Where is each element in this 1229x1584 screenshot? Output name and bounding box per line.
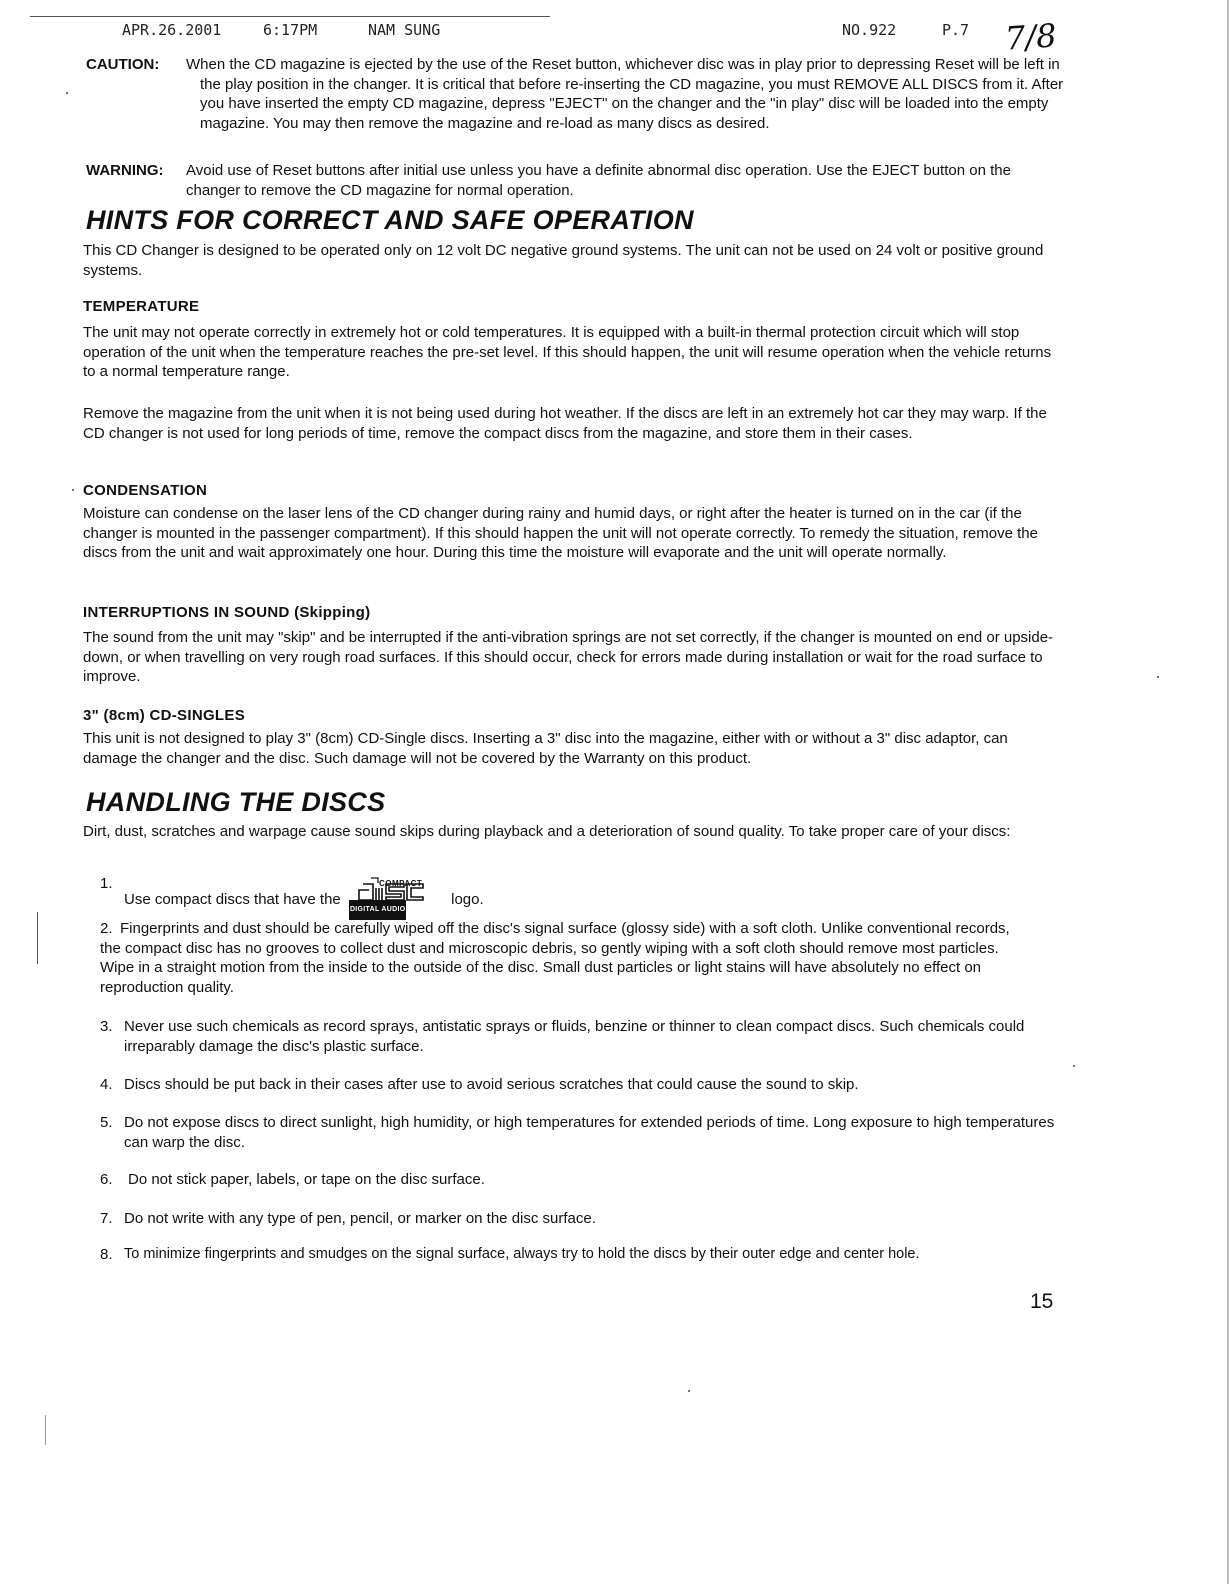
item-text: To minimize fingerprints and smudges on the signal surface, always try to hold the discs by their outer edge and center hole. — [124, 1246, 920, 1262]
item-text: Do not stick paper, labels, or tape on the disc surface. — [128, 1171, 485, 1188]
fax-sender: NAM SUNG — [368, 21, 441, 39]
fax-date: APR.26.2001 — [122, 21, 222, 39]
scan-speck — [1157, 676, 1159, 678]
item-text-end: logo. — [451, 891, 484, 908]
scan-artifact-line — [37, 912, 38, 964]
scan-speck — [66, 92, 68, 94]
scan-speck — [688, 1390, 690, 1392]
item-text: Use compact discs that have the — [124, 891, 341, 908]
item-number: 8. — [100, 1246, 113, 1263]
item-text: Fingerprints and dust should be carefully wiped off the disc's signal surface (glossy side) with a soft cloth. Unlike conventional records, the compact disc has no grooves to collect dust and microscopic debris, so gently wiping with a soft cloth should remove most particles. Wipe in a straight motion from the inside to the outside of the disc. Small dust particles or light stains will have absolutely no effect on reproduction quality. — [100, 920, 1010, 996]
scan-artifact-line — [30, 16, 550, 17]
scan-speck — [72, 489, 74, 491]
handling-heading: HANDLING THE DISCS — [86, 787, 386, 817]
condensation-paragraph: Moisture can condense on the laser lens of the CD changer during rainy and humid days, or right after the heater is turned on in the car (if the changer is mounted in the passenger compartment). If this should happen the unit will not operate correctly. To remedy the situation, remove the discs from the unit and wait approximately one hour. During this time the moisture will evaporate and the unit will operate normally. — [83, 505, 1038, 561]
temperature-paragraph-2: Remove the magazine from the unit when it is not being used during hot weather. If the discs are left in an extremely hot car they may warp. If the CD changer is not used for long periods of time, remove the compact discs from the magazine, and store them in their cases. — [83, 405, 1047, 442]
hints-intro: This CD Changer is designed to be operated only on 12 volt DC negative ground systems. The unit can not be used on 24 volt or positive ground systems. — [83, 242, 1044, 279]
condensation-heading: CONDENSATION — [83, 482, 208, 499]
item-number: 4. — [100, 1076, 113, 1093]
item-number: 1. — [100, 875, 113, 892]
page-number: 15 — [1030, 1290, 1054, 1313]
fax-number: NO.922 — [842, 21, 897, 39]
item-number: 5. — [100, 1114, 113, 1131]
warning-text: Avoid use of Reset buttons after initial use unless you have a definite abnormal disc operation. Use the EJECT button on the changer to remove the CD magazine for normal operation. — [186, 162, 1011, 199]
handling-intro: Dirt, dust, scratches and warpage cause sound skips during playback and a deterioration of sound quality. To take proper care of your discs: — [83, 823, 1011, 840]
fax-time: 6:17PM — [263, 21, 318, 39]
scan-artifact-line — [45, 1415, 46, 1445]
item-text: Never use such chemicals as record sprays, antistatic sprays or fluids, benzine or thinner to clean compact discs. Such chemicals could irreparably damage the disc's plastic surface. — [124, 1018, 1025, 1055]
item-number: 3. — [100, 1018, 113, 1035]
hints-heading: HINTS FOR CORRECT AND SAFE OPERATION — [86, 205, 694, 235]
caution-text: When the CD magazine is ejected by the use of the Reset button, whichever disc was in play prior to depressing Reset will be left in the play position in the changer. It is critical that before re-inserting the CD magazine, you must REMOVE ALL DISCS from it. After you have inserted the empty CD magazine, depress "EJECT" on the changer and the "in play" disc will be loaded into the empty magazine. You may then remove the magazine and re-load as many discs as desired. — [186, 56, 1064, 132]
compact-disc-logo — [349, 874, 443, 913]
item-text: Do not expose discs to direct sunlight, high humidity, or high temperatures for extended periods of time. Long exposure to high temperatures can warp the disc. — [124, 1114, 1055, 1151]
warning-label: WARNING: — [86, 162, 164, 179]
caution-label: CAUTION: — [86, 56, 160, 73]
logo-digital-audio-text: DIGITAL AUDIO — [349, 900, 407, 920]
item-number: 2. — [100, 920, 113, 937]
item-number: 7. — [100, 1210, 113, 1227]
temperature-heading: TEMPERATURE — [83, 298, 200, 315]
item-number: 6. — [100, 1171, 113, 1188]
singles-paragraph: This unit is not designed to play 3" (8cm) CD-Single discs. Inserting a 3" disc into the magazine, either with or without a 3" disc adaptor, can damage the changer and the disc. Such damage will not be covered by the Warranty on this product. — [83, 730, 1008, 767]
handwritten-page-mark: 7/8 — [1003, 16, 1058, 58]
fax-header — [122, 19, 1082, 41]
item-text: Discs should be put back in their cases after use to avoid serious scratches that could cause the sound to skip. — [124, 1076, 859, 1093]
item-text: Do not write with any type of pen, pencil, or marker on the disc surface. — [124, 1210, 596, 1227]
scan-speck — [1073, 1065, 1075, 1067]
temperature-paragraph-1: The unit may not operate correctly in extremely hot or cold temperatures. It is equipped with a built-in thermal protection circuit which will stop operation of the unit when the temperature reaches the pre-set level. If this should happen, the unit will resume operation when the vehicle returns to a normal temperature range. — [83, 324, 1052, 380]
logo-compact-text: COMPACT — [378, 879, 423, 888]
fax-page: P.7 — [942, 21, 970, 39]
interruptions-paragraph: The sound from the unit may "skip" and be interrupted if the anti-vibration springs are not set correctly, if the changer is mounted on end or upside-down, or when travelling on very rough road surfaces. If this should occur, check for errors made during installation or wait for the road surface to improve. — [83, 629, 1054, 685]
interruptions-heading: INTERRUPTIONS IN SOUND (Skipping) — [83, 604, 371, 621]
singles-heading: 3" (8cm) CD-SINGLES — [83, 707, 246, 724]
